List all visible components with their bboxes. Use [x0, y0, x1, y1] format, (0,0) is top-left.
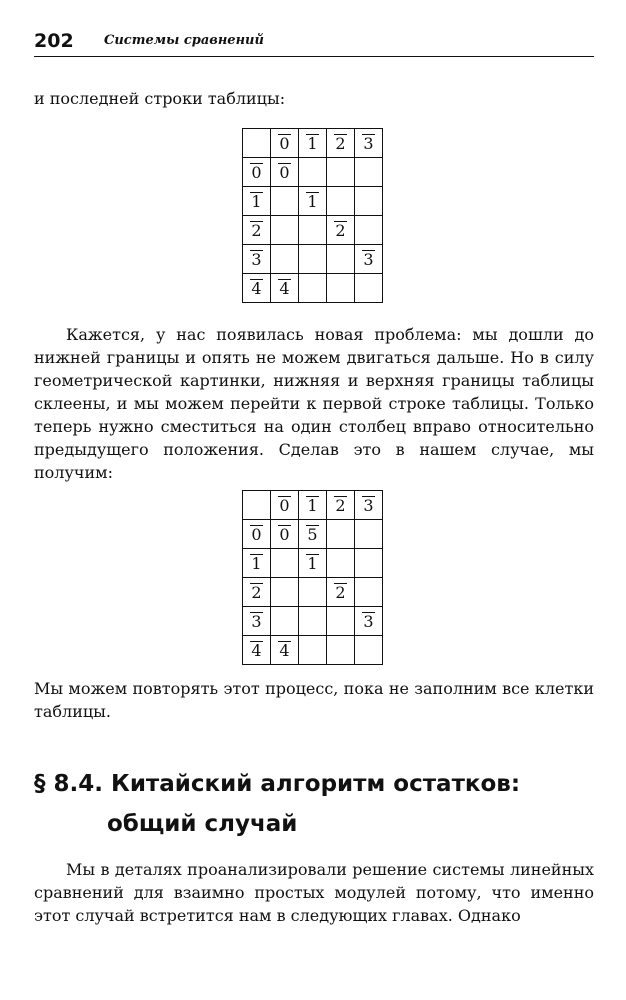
row-header-cell	[243, 520, 271, 549]
residue-value: 3	[363, 133, 374, 153]
table-cell	[271, 245, 299, 274]
residue-value: 0	[251, 162, 262, 182]
section-title-line2: общий случай	[107, 811, 298, 837]
table-cell	[299, 578, 327, 607]
section-heading	[34, 764, 594, 844]
table-row	[243, 274, 383, 303]
residue-table-2	[242, 490, 383, 665]
residue-value: 5	[307, 524, 318, 544]
residue-value: 3	[363, 495, 374, 515]
table-row	[243, 549, 383, 578]
residue-value: 3	[251, 249, 262, 269]
paragraph-3: Мы можем повторять этот процесс, пока не заполним все клетки таблицы.	[34, 679, 594, 721]
table-cell	[299, 274, 327, 303]
row-header-cell	[243, 636, 271, 665]
residue-value: 4	[251, 640, 262, 660]
column-header-cell	[299, 129, 327, 158]
residue-value: 2	[251, 220, 262, 240]
row-header-cell	[243, 274, 271, 303]
residue-value: 4	[279, 278, 290, 298]
table-cell	[299, 607, 327, 636]
table-cell	[355, 274, 383, 303]
table-cell	[271, 578, 299, 607]
column-header-cell	[355, 491, 383, 520]
page-number: 202	[34, 30, 74, 52]
table-cell	[327, 549, 355, 578]
residue-value: 2	[251, 582, 262, 602]
table-cell	[271, 158, 299, 187]
column-header-cell	[299, 491, 327, 520]
residue-table-1	[242, 128, 383, 303]
residue-value: 3	[363, 249, 374, 269]
residue-value: 2	[335, 133, 346, 153]
table-row	[243, 216, 383, 245]
table-cell	[327, 274, 355, 303]
row-header-cell	[243, 245, 271, 274]
residue-value: 1	[251, 191, 262, 211]
table-row	[243, 636, 383, 665]
table-cell	[355, 607, 383, 636]
table-cell	[355, 520, 383, 549]
table-cell	[327, 158, 355, 187]
table-cell	[327, 216, 355, 245]
table-cell	[355, 216, 383, 245]
column-header-cell	[271, 491, 299, 520]
table-cell	[327, 607, 355, 636]
residue-value: 0	[279, 162, 290, 182]
column-header-cell	[327, 129, 355, 158]
residue-value: 1	[251, 553, 262, 573]
table-cell	[355, 187, 383, 216]
column-header-cell	[355, 129, 383, 158]
residue-value: 2	[335, 582, 346, 602]
residue-value: 2	[335, 220, 346, 240]
table-cell	[299, 245, 327, 274]
table-cell	[299, 520, 327, 549]
table-cell	[327, 578, 355, 607]
row-header-cell	[243, 578, 271, 607]
section-number: § 8.4.	[34, 771, 103, 797]
table-cell	[299, 187, 327, 216]
table-cell	[355, 578, 383, 607]
corner-cell	[243, 491, 271, 520]
table-cell	[355, 636, 383, 665]
section-title-line1: Китайский алгоритм остатков:	[111, 771, 521, 797]
residue-value: 0	[279, 133, 290, 153]
table-cell	[271, 636, 299, 665]
table-cell	[271, 520, 299, 549]
table-cell	[299, 549, 327, 578]
table-cell	[355, 245, 383, 274]
table-cell	[271, 607, 299, 636]
table-row	[243, 520, 383, 549]
paragraph-2: Кажется, у нас появилась новая проблема: мы дошли до нижней границы и опять не можем двигаться дальше. Но в силу геометрической картинки, нижняя и верхняя границы таблицы склеены, и мы можем перейти к первой строке таблицы. Только теперь нужно сместиться на один столбец вправо относительно предыдущего положения. Сделав это в нашем случае, мы получим:	[34, 325, 594, 482]
table-cell	[327, 520, 355, 549]
residue-value: 0	[251, 524, 262, 544]
table-row	[243, 607, 383, 636]
table-cell	[271, 216, 299, 245]
table-cell	[327, 636, 355, 665]
header-row	[243, 491, 383, 520]
table-cell	[299, 216, 327, 245]
header-row	[243, 129, 383, 158]
table-cell	[299, 636, 327, 665]
residue-value: 0	[279, 495, 290, 515]
corner-cell	[243, 129, 271, 158]
residue-value: 1	[307, 133, 318, 153]
table-cell	[299, 158, 327, 187]
residue-value: 0	[279, 524, 290, 544]
table-cell	[355, 549, 383, 578]
residue-value: 1	[307, 553, 318, 573]
residue-value: 3	[363, 611, 374, 631]
table-row	[243, 187, 383, 216]
table-row	[243, 158, 383, 187]
residue-value: 4	[251, 278, 262, 298]
table-cell	[271, 274, 299, 303]
paragraph-4: Мы в деталях проанализировали решение системы линейных сравнений для взаимно простых модулей потому, что именно этот случай встретится нам в следующих главах. Однако	[34, 860, 594, 925]
table-cell	[271, 187, 299, 216]
table-cell	[327, 245, 355, 274]
residue-value: 2	[335, 495, 346, 515]
residue-value: 1	[307, 191, 318, 211]
row-header-cell	[243, 216, 271, 245]
table-row	[243, 245, 383, 274]
row-header-cell	[243, 549, 271, 578]
running-title: Системы сравнений	[104, 33, 264, 48]
column-header-cell	[271, 129, 299, 158]
table-cell	[271, 549, 299, 578]
row-header-cell	[243, 607, 271, 636]
running-header	[34, 30, 594, 57]
residue-value: 1	[307, 495, 318, 515]
row-header-cell	[243, 187, 271, 216]
table-row	[243, 578, 383, 607]
table-cell	[355, 158, 383, 187]
row-header-cell	[243, 158, 271, 187]
residue-value: 3	[251, 611, 262, 631]
table-cell	[327, 187, 355, 216]
column-header-cell	[327, 491, 355, 520]
intro-text: и последней строки таблицы:	[34, 89, 286, 108]
residue-value: 4	[279, 640, 290, 660]
